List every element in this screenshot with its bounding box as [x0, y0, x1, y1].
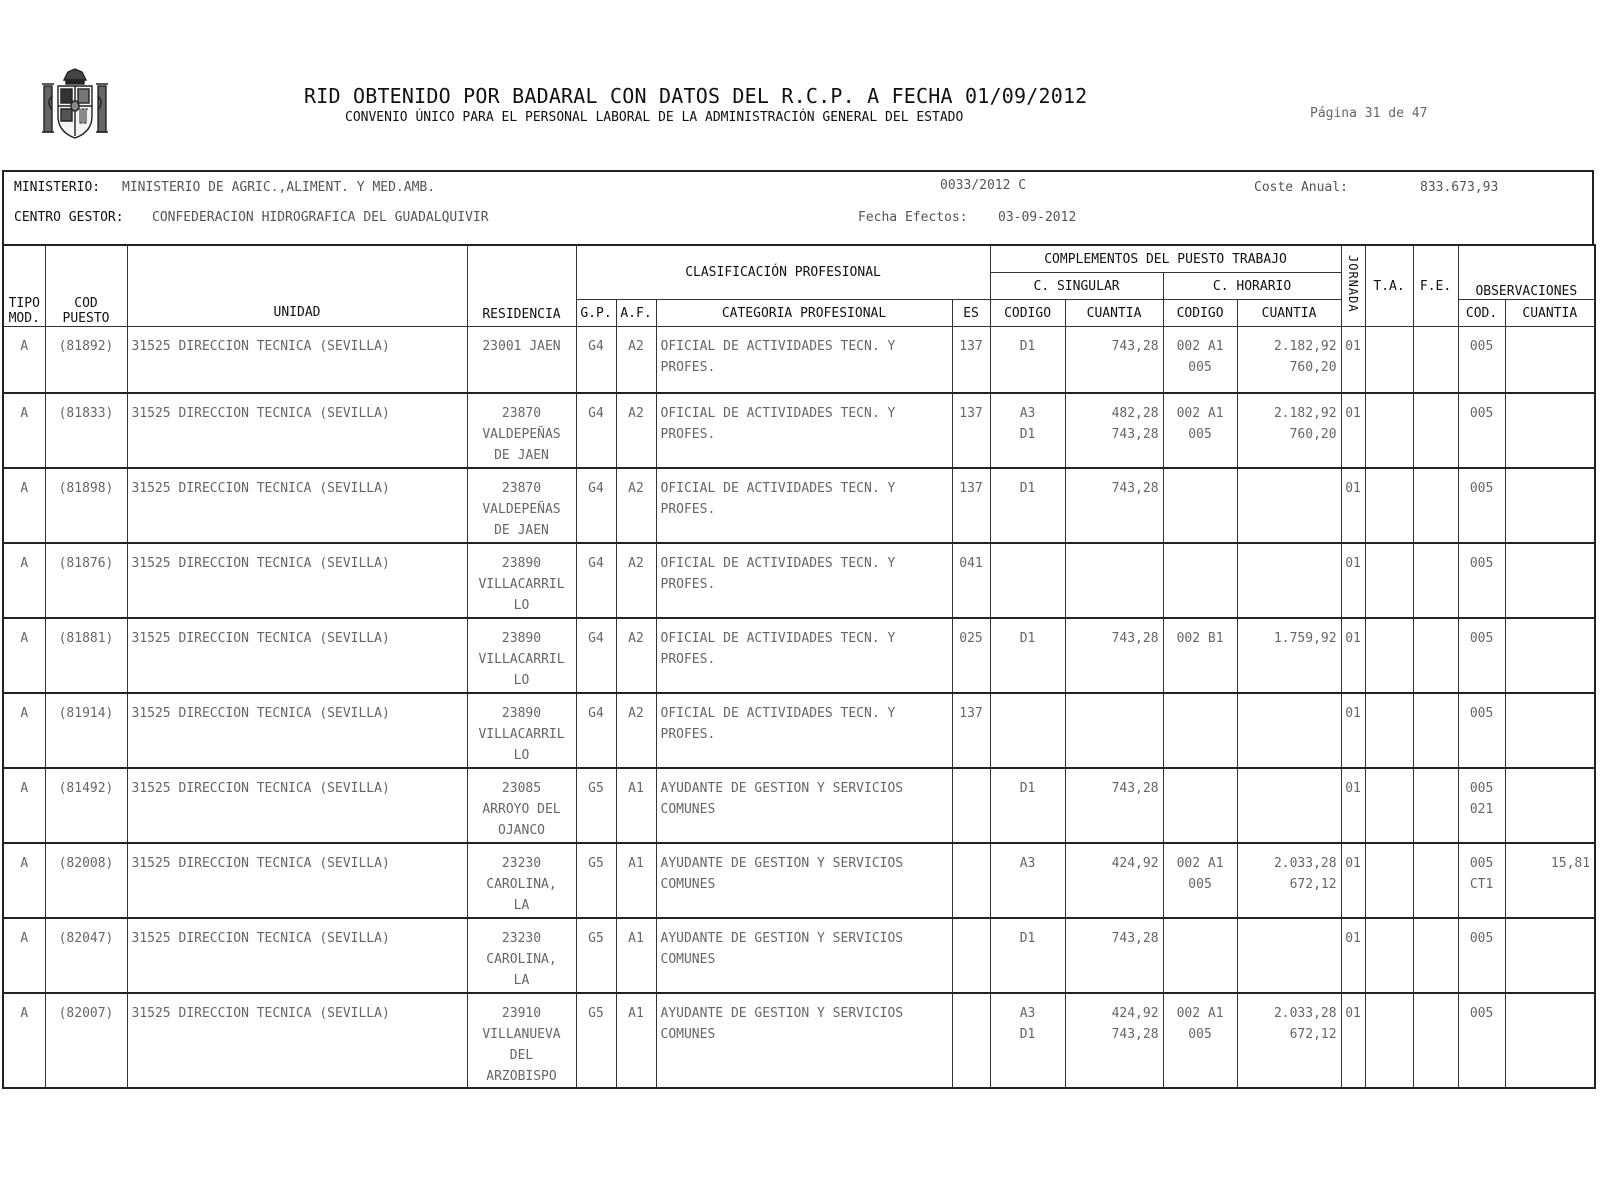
cell-puesto: (82008) — [45, 843, 127, 918]
cell-cs-cuantia: 743,28 — [1065, 768, 1163, 843]
cell-ch-cuantia: 1.759,92 — [1237, 618, 1341, 693]
col-cs-codigo: CODIGO — [990, 300, 1065, 327]
col-categoria: CATEGORIA PROFESIONAL — [656, 300, 952, 327]
cell-obs-cod: 005 — [1458, 468, 1505, 543]
cell-categoria: OFICIAL DE ACTIVIDADES TECN. Y PROFES. — [656, 327, 952, 393]
cell-puesto: (81876) — [45, 543, 127, 618]
cell-cs-cuantia: 424,92 743,28 — [1065, 993, 1163, 1088]
col-cs-cuantia: CUANTIA — [1065, 300, 1163, 327]
cell-gp: G4 — [576, 693, 616, 768]
col-gp: G.P. — [576, 300, 616, 327]
cell-ch-codigo: 002 A1 005 — [1163, 393, 1237, 468]
cell-gp: G5 — [576, 993, 616, 1088]
cell-ch-codigo — [1163, 768, 1237, 843]
col-c-singular: C. SINGULAR — [990, 273, 1163, 300]
cell-cs-cuantia: 743,28 — [1065, 918, 1163, 993]
cell-categoria: AYUDANTE DE GESTION Y SERVICIOS COMUNES — [656, 993, 952, 1088]
cell-ta — [1365, 618, 1413, 693]
cell-obs-cod: 005 — [1458, 993, 1505, 1088]
col-tipo: TIPO MOD. — [3, 245, 45, 327]
cell-ch-cuantia: 2.182,92 760,20 — [1237, 393, 1341, 468]
cell-cs-cuantia: 482,28 743,28 — [1065, 393, 1163, 468]
cell-tipo: A — [3, 993, 45, 1088]
cell-es: 137 — [952, 693, 990, 768]
cell-ch-cuantia — [1237, 468, 1341, 543]
col-residencia: RESIDENCIA — [467, 245, 576, 327]
cell-puesto: (81898) — [45, 468, 127, 543]
col-clasificacion: CLASIFICACIÓN PROFESIONAL — [576, 245, 990, 300]
cell-cs-codigo: D1 — [990, 918, 1065, 993]
col-ch-cuantia: CUANTIA — [1237, 300, 1341, 327]
cell-cs-cuantia: 743,28 — [1065, 618, 1163, 693]
cell-ta — [1365, 918, 1413, 993]
col-obs-cod: COD. — [1458, 300, 1505, 327]
cell-cs-cuantia — [1065, 693, 1163, 768]
cell-af: A2 — [616, 327, 656, 393]
cell-residencia: 23870 VALDEPEÑAS DE JAEN — [467, 393, 576, 468]
cell-jornada: 01 — [1341, 618, 1365, 693]
cell-ch-codigo — [1163, 693, 1237, 768]
cell-obs-cod: 005 021 — [1458, 768, 1505, 843]
cell-gp: G4 — [576, 468, 616, 543]
cell-es: 041 — [952, 543, 990, 618]
cell-ch-codigo — [1163, 468, 1237, 543]
col-af: A.F. — [616, 300, 656, 327]
cell-tipo: A — [3, 843, 45, 918]
table-row — [3, 693, 1595, 768]
cell-tipo: A — [3, 393, 45, 468]
cell-ch-codigo: 002 B1 — [1163, 618, 1237, 693]
cell-fe — [1413, 993, 1458, 1088]
cell-unidad: 31525 DIRECCION TECNICA (SEVILLA) — [127, 993, 467, 1088]
col-fe: F.E. — [1413, 245, 1458, 327]
cell-residencia: 23230 CAROLINA, LA — [467, 843, 576, 918]
cell-tipo: A — [3, 618, 45, 693]
cell-categoria: AYUDANTE DE GESTION Y SERVICIOS COMUNES — [656, 768, 952, 843]
cell-es: 137 — [952, 327, 990, 393]
cell-obs-cod: 005 — [1458, 618, 1505, 693]
cell-categoria: OFICIAL DE ACTIVIDADES TECN. Y PROFES. — [656, 468, 952, 543]
cell-ch-cuantia: 2.182,92 760,20 — [1237, 327, 1341, 393]
cell-fe — [1413, 768, 1458, 843]
cell-af: A1 — [616, 843, 656, 918]
cell-fe — [1413, 468, 1458, 543]
cell-cs-cuantia: 424,92 — [1065, 843, 1163, 918]
cell-ch-codigo: 002 A1 005 — [1163, 993, 1237, 1088]
cell-puesto: (81833) — [45, 393, 127, 468]
col-ta: T.A. — [1365, 245, 1413, 327]
col-c-horario: C. HORARIO — [1163, 273, 1341, 300]
reference-code: 0033/2012 C — [940, 178, 1027, 193]
table-row — [3, 543, 1595, 618]
cell-obs-cuantia — [1505, 468, 1595, 543]
cell-puesto: (81892) — [45, 327, 127, 393]
centro-value: CONFEDERACION HIDROGRAFICA DEL GUADALQUIVIR — [152, 210, 489, 225]
cell-residencia: 23890 VILLACARRIL LO — [467, 618, 576, 693]
cell-ch-cuantia: 2.033,28 672,12 — [1237, 993, 1341, 1088]
table-row — [3, 327, 1595, 393]
table-row — [3, 993, 1595, 1088]
cell-fe — [1413, 543, 1458, 618]
cell-jornada: 01 — [1341, 768, 1365, 843]
cell-fe — [1413, 393, 1458, 468]
cell-jornada: 01 — [1341, 543, 1365, 618]
cell-ta — [1365, 843, 1413, 918]
cell-af: A1 — [616, 918, 656, 993]
cell-unidad: 31525 DIRECCION TECNICA (SEVILLA) — [127, 543, 467, 618]
cell-ch-cuantia — [1237, 918, 1341, 993]
cell-categoria: OFICIAL DE ACTIVIDADES TECN. Y PROFES. — [656, 393, 952, 468]
cell-jornada: 01 — [1341, 843, 1365, 918]
cell-unidad: 31525 DIRECCION TECNICA (SEVILLA) — [127, 393, 467, 468]
cell-obs-cuantia — [1505, 618, 1595, 693]
cell-es: 025 — [952, 618, 990, 693]
cell-jornada: 01 — [1341, 468, 1365, 543]
cell-es: 137 — [952, 468, 990, 543]
cell-residencia: 23085 ARROYO DEL OJANCO — [467, 768, 576, 843]
cell-obs-cuantia — [1505, 993, 1595, 1088]
cell-es — [952, 993, 990, 1088]
cell-fe — [1413, 327, 1458, 393]
cell-af: A2 — [616, 543, 656, 618]
cell-es — [952, 843, 990, 918]
cell-fe — [1413, 843, 1458, 918]
cell-puesto: (82047) — [45, 918, 127, 993]
cell-es — [952, 918, 990, 993]
cell-tipo: A — [3, 468, 45, 543]
cell-unidad: 31525 DIRECCION TECNICA (SEVILLA) — [127, 918, 467, 993]
col-complementos: COMPLEMENTOS DEL PUESTO TRABAJO — [990, 245, 1341, 273]
cell-residencia: 23001 JAEN — [467, 327, 576, 393]
cell-tipo: A — [3, 693, 45, 768]
cell-jornada: 01 — [1341, 918, 1365, 993]
cell-fe — [1413, 618, 1458, 693]
cell-obs-cuantia — [1505, 327, 1595, 393]
cell-unidad: 31525 DIRECCION TECNICA (SEVILLA) — [127, 327, 467, 393]
cell-unidad: 31525 DIRECCION TECNICA (SEVILLA) — [127, 693, 467, 768]
cell-categoria: OFICIAL DE ACTIVIDADES TECN. Y PROFES. — [656, 543, 952, 618]
table-row — [3, 918, 1595, 993]
cell-af: A2 — [616, 618, 656, 693]
cell-ch-codigo — [1163, 918, 1237, 993]
table-row — [3, 393, 1595, 468]
table-row — [3, 468, 1595, 543]
cell-categoria: OFICIAL DE ACTIVIDADES TECN. Y PROFES. — [656, 693, 952, 768]
cell-cs-codigo: D1 — [990, 768, 1065, 843]
cell-jornada: 01 — [1341, 393, 1365, 468]
cell-gp: G4 — [576, 543, 616, 618]
cell-es — [952, 768, 990, 843]
cell-obs-cod: 005 CT1 — [1458, 843, 1505, 918]
cell-cs-codigo: D1 — [990, 618, 1065, 693]
cell-cs-codigo: D1 — [990, 327, 1065, 393]
cell-categoria: OFICIAL DE ACTIVIDADES TECN. Y PROFES. — [656, 618, 952, 693]
cell-jornada: 01 — [1341, 693, 1365, 768]
cell-jornada: 01 — [1341, 993, 1365, 1088]
page-number: Página 31 de 47 — [1310, 106, 1428, 121]
info-box — [2, 170, 1594, 244]
cell-cs-codigo: D1 — [990, 468, 1065, 543]
cell-ta — [1365, 768, 1413, 843]
cell-cs-codigo: A3 D1 — [990, 393, 1065, 468]
cell-fe — [1413, 918, 1458, 993]
cell-residencia: 23890 VILLACARRIL LO — [467, 543, 576, 618]
col-jornada: JORNADA — [1341, 245, 1365, 327]
cell-cs-cuantia: 743,28 — [1065, 468, 1163, 543]
cell-ta — [1365, 543, 1413, 618]
report-subtitle: CONVENIO ÚNICO PARA EL PERSONAL LABORAL DE LA ADMINISTRACIÓN GENERAL DEL ESTADO — [345, 110, 964, 125]
cell-puesto: (81492) — [45, 768, 127, 843]
cell-es: 137 — [952, 393, 990, 468]
cell-af: A2 — [616, 693, 656, 768]
cell-unidad: 31525 DIRECCION TECNICA (SEVILLA) — [127, 468, 467, 543]
cell-obs-cuantia: 15,81 — [1505, 843, 1595, 918]
cell-obs-cuantia — [1505, 693, 1595, 768]
col-unidad: UNIDAD — [127, 245, 467, 327]
cell-ch-codigo: 002 A1 005 — [1163, 327, 1237, 393]
coat-of-arms-icon — [40, 66, 110, 142]
cell-cs-cuantia: 743,28 — [1065, 327, 1163, 393]
table-row — [3, 618, 1595, 693]
cell-ta — [1365, 693, 1413, 768]
cell-tipo: A — [3, 918, 45, 993]
cell-obs-cod: 005 — [1458, 918, 1505, 993]
col-obs-cuantia: CUANTIA — [1505, 300, 1595, 327]
cell-obs-cuantia — [1505, 393, 1595, 468]
cell-gp: G4 — [576, 618, 616, 693]
cell-ta — [1365, 393, 1413, 468]
cell-residencia: 23910 VILLANUEVA DEL ARZOBISPO — [467, 993, 576, 1088]
cell-unidad: 31525 DIRECCION TECNICA (SEVILLA) — [127, 843, 467, 918]
cell-ch-cuantia: 2.033,28 672,12 — [1237, 843, 1341, 918]
col-cod-puesto: COD PUESTO — [45, 245, 127, 327]
cell-tipo: A — [3, 327, 45, 393]
coste-value: 833.673,93 — [1420, 180, 1499, 195]
table-row — [3, 768, 1595, 843]
cell-gp: G4 — [576, 327, 616, 393]
ministerio-value: MINISTERIO DE AGRIC.,ALIMENT. Y MED.AMB. — [122, 180, 436, 195]
col-observaciones: OBSERVACIONES — [1458, 245, 1595, 300]
cell-tipo: A — [3, 543, 45, 618]
cell-af: A1 — [616, 993, 656, 1088]
col-ch-codigo: CODIGO — [1163, 300, 1237, 327]
cell-af: A1 — [616, 768, 656, 843]
cell-residencia: 23890 VILLACARRIL LO — [467, 693, 576, 768]
fecha-label: Fecha Efectos: — [858, 210, 968, 225]
cell-ta — [1365, 327, 1413, 393]
cell-gp: G5 — [576, 918, 616, 993]
coste-label: Coste Anual: — [1254, 180, 1348, 195]
cell-cs-codigo — [990, 543, 1065, 618]
cell-ch-cuantia — [1237, 693, 1341, 768]
ministerio-label: MINISTERIO: — [14, 180, 101, 195]
cell-gp: G5 — [576, 843, 616, 918]
cell-ch-cuantia — [1237, 543, 1341, 618]
cell-ta — [1365, 993, 1413, 1088]
centro-label: CENTRO GESTOR: — [14, 210, 124, 225]
col-es: ES — [952, 300, 990, 327]
cell-categoria: AYUDANTE DE GESTION Y SERVICIOS COMUNES — [656, 843, 952, 918]
cell-obs-cuantia — [1505, 543, 1595, 618]
cell-tipo: A — [3, 768, 45, 843]
cell-gp: G5 — [576, 768, 616, 843]
cell-obs-cod: 005 — [1458, 543, 1505, 618]
cell-af: A2 — [616, 393, 656, 468]
report-title: RID OBTENIDO POR BADARAL CON DATOS DEL R.C.P. A FECHA 01/09/2012 — [304, 84, 1088, 108]
cell-puesto: (82007) — [45, 993, 127, 1088]
cell-puesto: (81881) — [45, 618, 127, 693]
cell-cs-codigo: A3 D1 — [990, 993, 1065, 1088]
cell-cs-codigo — [990, 693, 1065, 768]
table-row — [3, 843, 1595, 918]
cell-residencia: 23230 CAROLINA, LA — [467, 918, 576, 993]
cell-residencia: 23870 VALDEPEÑAS DE JAEN — [467, 468, 576, 543]
cell-obs-cod: 005 — [1458, 327, 1505, 393]
cell-unidad: 31525 DIRECCION TECNICA (SEVILLA) — [127, 618, 467, 693]
table-body — [3, 327, 1595, 1088]
cell-obs-cuantia — [1505, 768, 1595, 843]
fecha-value: 03-09-2012 — [998, 210, 1077, 225]
positions-table — [2, 244, 1596, 1089]
cell-unidad: 31525 DIRECCION TECNICA (SEVILLA) — [127, 768, 467, 843]
cell-ch-codigo — [1163, 543, 1237, 618]
cell-cs-cuantia — [1065, 543, 1163, 618]
cell-af: A2 — [616, 468, 656, 543]
cell-categoria: AYUDANTE DE GESTION Y SERVICIOS COMUNES — [656, 918, 952, 993]
cell-obs-cod: 005 — [1458, 693, 1505, 768]
cell-obs-cuantia — [1505, 918, 1595, 993]
cell-jornada: 01 — [1341, 327, 1365, 393]
cell-ch-cuantia — [1237, 768, 1341, 843]
cell-cs-codigo: A3 — [990, 843, 1065, 918]
cell-ch-codigo: 002 A1 005 — [1163, 843, 1237, 918]
cell-fe — [1413, 693, 1458, 768]
cell-obs-cod: 005 — [1458, 393, 1505, 468]
cell-puesto: (81914) — [45, 693, 127, 768]
cell-gp: G4 — [576, 393, 616, 468]
cell-ta — [1365, 468, 1413, 543]
